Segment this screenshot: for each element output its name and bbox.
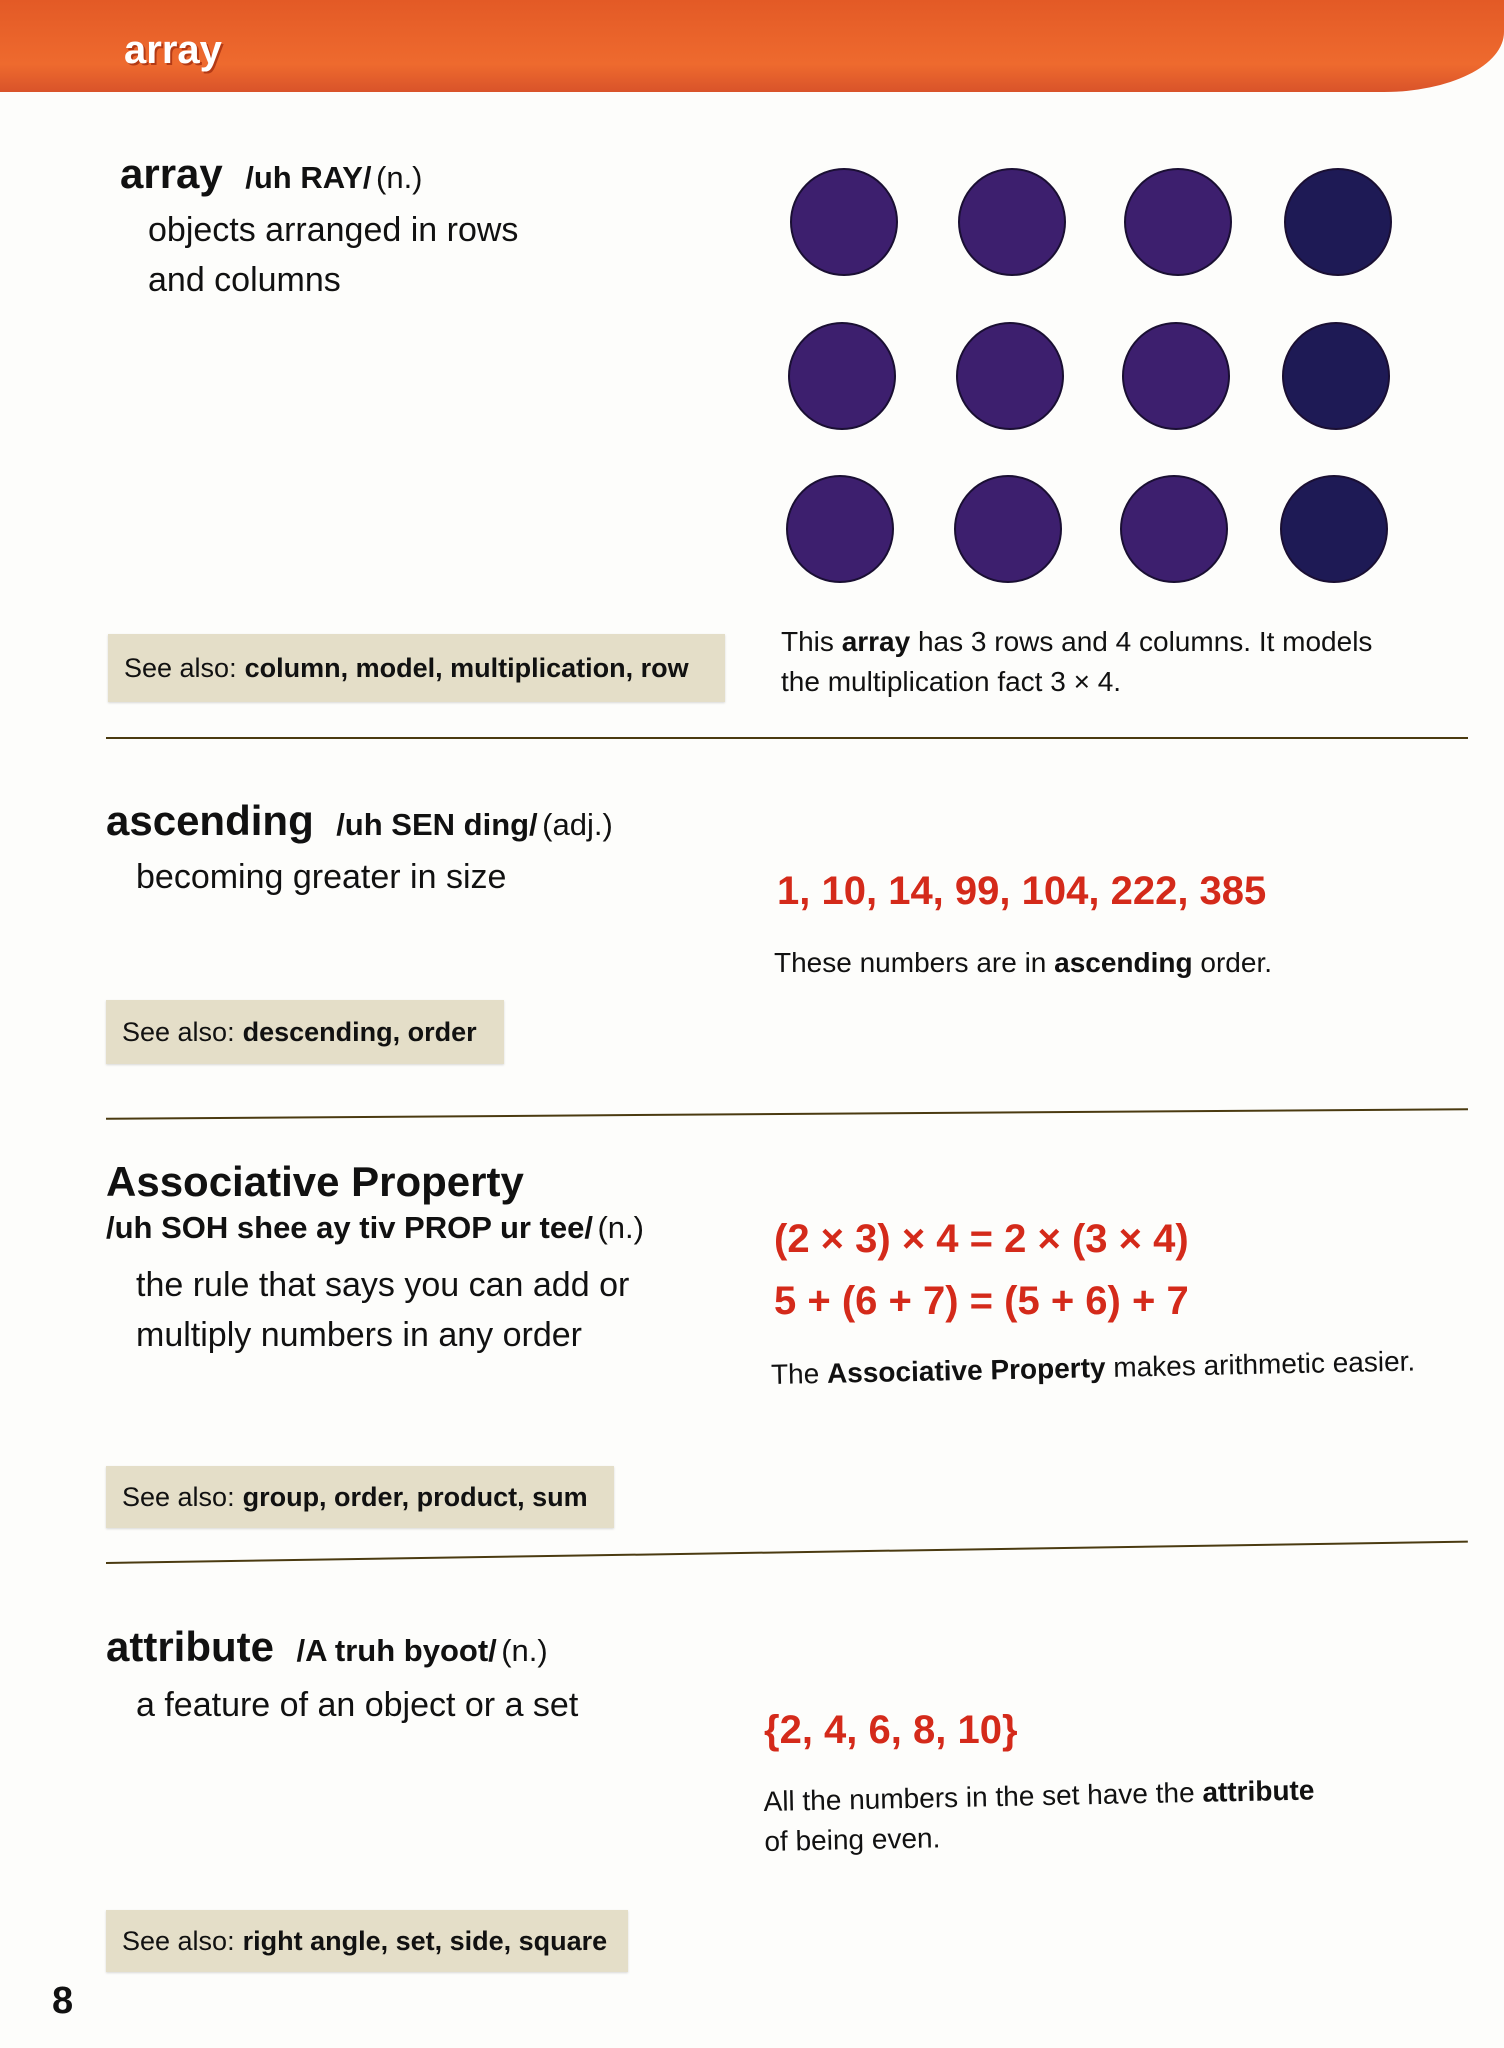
equation: (2 × 3) × 4 = 2 × (3 × 4) [774, 1217, 1189, 1261]
see-also-terms[interactable]: descending, order [242, 1016, 477, 1047]
array-dot [790, 168, 898, 276]
entry-pronunciation: /uh SOH shee ay tiv PROP ur tee/ [106, 1210, 593, 1245]
section-title: array [124, 28, 222, 72]
see-also-terms[interactable]: right angle, set, side, square [242, 1925, 608, 1956]
page-number: 8 [52, 1980, 74, 2022]
entry-definition: becoming greater in size [136, 858, 507, 896]
definition-line: objects arranged in rows [148, 211, 519, 249]
divider [106, 1541, 1468, 1564]
array-dot [1120, 475, 1228, 583]
divider [106, 1108, 1468, 1120]
array-dot [1122, 322, 1230, 430]
see-also-box: See also: descending, order [106, 1000, 504, 1064]
entry-part-of-speech: (n.) [597, 1210, 644, 1245]
definition-line: and columns [148, 261, 341, 299]
array-dot [788, 322, 896, 430]
see-also-box: See also: group, order, product, sum [106, 1466, 614, 1528]
equation: 5 + (6 + 7) = (5 + 6) + 7 [774, 1279, 1189, 1323]
example-numbers: 1, 10, 14, 99, 104, 222, 385 [777, 869, 1267, 913]
array-dot [956, 322, 1064, 430]
entry-heading [120, 150, 423, 198]
see-also-terms[interactable]: column, model, multiplication, row [244, 652, 689, 683]
entry-part-of-speech: (n.) [376, 160, 423, 195]
array-dot [1124, 168, 1232, 276]
entry-term: attribute [106, 1623, 274, 1670]
entry-part-of-speech: (adj.) [542, 807, 613, 842]
array-dot [1280, 475, 1388, 583]
see-also-box: See also: right angle, set, side, square [106, 1910, 628, 1972]
entry-pronunciation: /A truh byoot/ [296, 1633, 497, 1668]
entry-caption: All the numbers in the set have the attribute of being even. [763, 1774, 1315, 1857]
entry-definition: the rule that says you can add or multiply numbers in any order [136, 1266, 630, 1354]
header-band [0, 0, 1504, 92]
array-dot [1282, 322, 1390, 430]
example-equations [774, 1208, 1189, 1332]
entry-term: array [120, 150, 223, 197]
array-dot [1284, 168, 1392, 276]
entry-heading [106, 797, 613, 845]
see-also-terms[interactable]: group, order, product, sum [242, 1481, 588, 1512]
array-dot [786, 475, 894, 583]
entry-definition: a feature of an object or a set [136, 1686, 579, 1724]
entry-definition [148, 205, 518, 305]
entry-term: Associative Property [106, 1158, 524, 1205]
entry-caption: The Associative Property makes arithmetic easier. [770, 1345, 1416, 1390]
entry-part-of-speech: (n.) [501, 1633, 548, 1668]
entry-caption: These numbers are in ascending order. [774, 947, 1273, 978]
divider [106, 737, 1468, 739]
entry-term: ascending [106, 797, 314, 844]
entry-pronunciation-line [106, 1210, 644, 1246]
entry-pronunciation: /uh SEN ding/ [336, 807, 538, 842]
see-also-box: See also: column, model, multiplication, row [108, 634, 725, 702]
entry-caption: This array has 3 rows and 4 columns. It models the multiplication fact 3 × 4. [781, 626, 1373, 697]
entry-heading [106, 1623, 548, 1671]
example-set: {2, 4, 6, 8, 10} [764, 1708, 1018, 1752]
array-dot [958, 168, 1066, 276]
entry-pronunciation: /uh RAY/ [245, 160, 372, 195]
array-dot [954, 475, 1062, 583]
